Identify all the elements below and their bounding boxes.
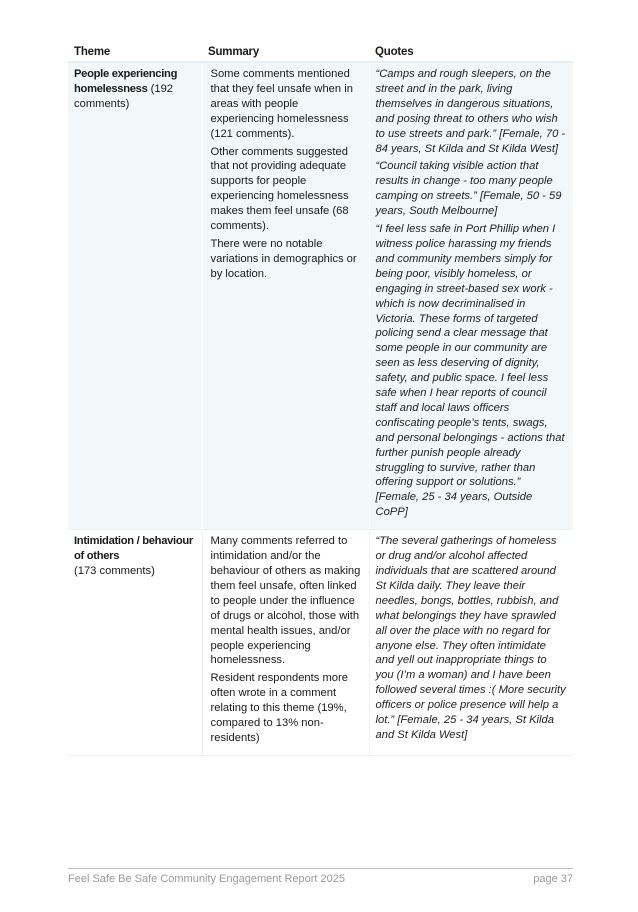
quote: “I feel less safe in Port Phillip when I witness police harassing my friends and community members simply for being poor, visibly homeless, or engaging in street-based sex work - which is now decriminalised in Victoria. These forms of targeted policing send a clear message that some people in our community are seen as less deserving of dignity, safety, and public space. I feel less safe when I hear reports of council staff and local laws officers confiscating people’s tents, swags, and personal belongings - actions that further punish people already struggling to survive, rather than offering support or solutions.” [Female, 25 - 34 years, Outside CoPP] xyxy=(375,223,565,519)
summary-paragraph: Resident respondents more often wrote in a comment relating to this theme (19%, compared to 13% non-residents) xyxy=(210,672,348,744)
quotes-cell xyxy=(369,62,573,530)
summary-cell xyxy=(202,62,369,530)
theme-title: People experiencing homelessness xyxy=(74,68,178,95)
theme-cell xyxy=(68,62,202,530)
table-header-row xyxy=(68,44,573,62)
quote: “The several gatherings of homeless or drug and/or alcohol affected individuals that are scattered around St Kilda daily. They leave their needles, bongs, bottles, rubbish, and what belongings they have sprawled all over the place with no regard for anyone else. They often intimidate and yell out inappropriate things to you (I’m a woman) and I have been followed several times :( More security officers or police presence will help a lot.” [Female, 25 - 34 years, St Kilda and St Kilda West] xyxy=(375,535,566,741)
table-row xyxy=(68,62,573,530)
themes-table xyxy=(68,44,573,756)
theme-count: (192 comments) xyxy=(74,82,174,110)
summary-paragraph: Many comments referred to intimidation and/or the behaviour of others as making them feel unsafe, often linked to people under the influence of drugs or alcohol, those with mental health issues, and/or people experiencing homelessness. xyxy=(210,535,361,667)
report-page xyxy=(68,44,573,756)
footer-title: Feel Safe Be Safe Community Engagement Report 2025 xyxy=(68,873,345,885)
theme-count: (173 comments) xyxy=(74,565,155,577)
quote: “Camps and rough sleepers, on the street and in the park, living themselves in dangerous situations, and posing threat to others who wish to use streets and park.” [Female, 70 - 84 years, St Kilda and St Kilda West] xyxy=(375,68,566,155)
quotes-cell xyxy=(369,530,573,756)
page-number: page 37 xyxy=(533,873,573,885)
quote: “Council taking visible action that results in change - too many people camping on streets.” [Female, 50 - 59 years, South Melbourne] xyxy=(375,160,562,218)
theme-cell xyxy=(68,530,202,756)
summary-cell xyxy=(202,530,369,756)
summary-paragraph: There were no notable variations in demographics or by location. xyxy=(210,237,357,280)
header-theme: Theme xyxy=(68,44,202,62)
page-footer xyxy=(68,868,573,885)
table-row xyxy=(68,530,573,756)
summary-paragraph: Some comments mentioned that they feel unsafe when in areas with people experiencing homelessness (121 comments). xyxy=(210,68,353,140)
summary-paragraph: Other comments suggested that not providing adequate supports for people experiencing homelessness makes them feel unsafe (68 comments). xyxy=(210,145,349,233)
theme-title: Intimidation / behaviour of others xyxy=(74,535,193,563)
header-quotes: Quotes xyxy=(369,44,573,62)
header-summary: Summary xyxy=(202,44,369,62)
